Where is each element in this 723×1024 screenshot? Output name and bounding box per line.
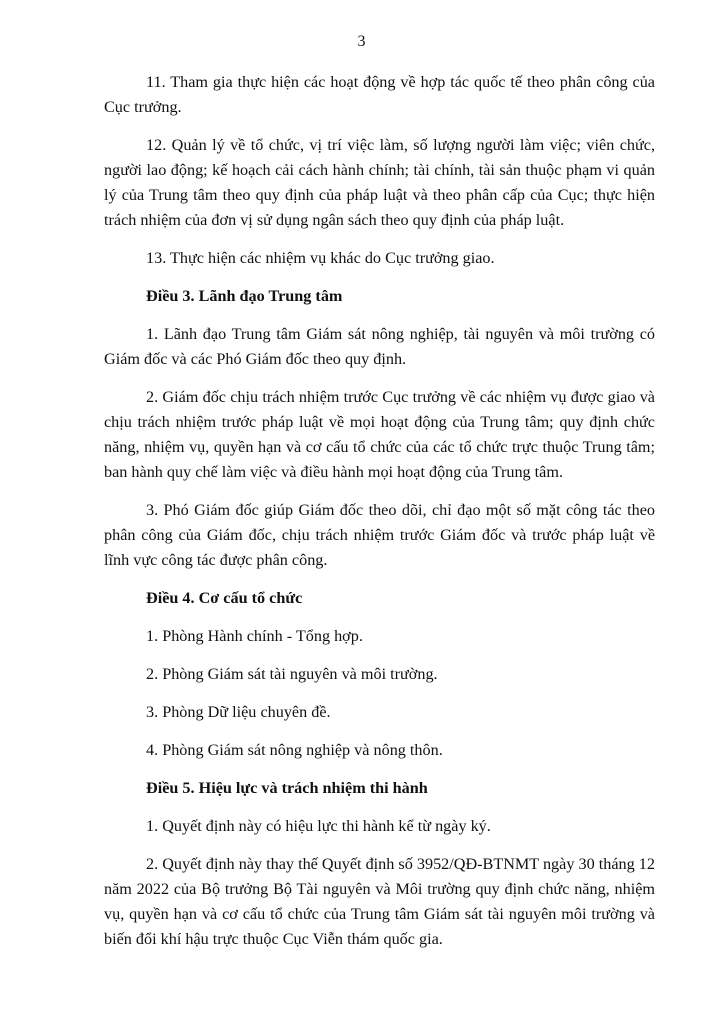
article-3-clause-2: 2. Giám đốc chịu trách nhiệm trước Cục trưởng về các nhiệm vụ được giao và chịu trách nhiệm trước pháp luật về mọi hoạt động của Trung tâm; quy định chức năng, nhiệm vụ, quyền hạn và cơ cấu tổ chức của các tổ chức trực thuộc Trung tâm; ban hành quy chế làm việc và điều hành mọi hoạt động của Trung tâm. — [104, 388, 655, 481]
article-3-clause-1: 1. Lãnh đạo Trung tâm Giám sát nông nghiệp, tài nguyên và môi trường có Giám đốc và các Phó Giám đốc theo quy định. — [104, 325, 655, 368]
article-4-item-2: 2. Phòng Giám sát tài nguyên và môi trường. — [146, 665, 438, 683]
article-5-clause-1: 1. Quyết định này có hiệu lực thi hành kể từ ngày ký. — [146, 817, 491, 835]
page-number: 3 — [357, 33, 366, 50]
article-5-clause-2: 2. Quyết định này thay thế Quyết định số 3952/QĐ-BTNMT ngày 30 tháng 12 năm 2022 của Bộ trưởng Bộ Tài nguyên và Môi trường quy định chức năng, nhiệm vụ, quyền hạn và cơ cấu tổ chức của Trung tâm Giám sát tài nguyên môi trường và biến đổi khí hậu trực thuộc Cục Viễn thám quốc gia. — [104, 855, 655, 948]
clause-11: 11. Tham gia thực hiện các hoạt động về hợp tác quốc tế theo phân công của Cục trưởng. — [104, 73, 655, 116]
article-3-clause-3: 3. Phó Giám đốc giúp Giám đốc theo dõi, chỉ đạo một số mặt công tác theo phân công của Giám đốc, chịu trách nhiệm trước Giám đốc và trước pháp luật về lĩnh vực công tác được phân công. — [104, 501, 655, 569]
article-3-heading: Điều 3. Lãnh đạo Trung tâm — [146, 287, 343, 305]
clause-12: 12. Quản lý về tổ chức, vị trí việc làm, số lượng người làm việc; viên chức, người lao động; kế hoạch cải cách hành chính; tài chính, tài sản thuộc phạm vi quản lý của Trung tâm theo quy định của pháp luật và theo phân cấp của Cục; thực hiện trách nhiệm của đơn vị sử dụng ngân sách theo quy định của pháp luật. — [104, 136, 655, 229]
article-4-item-3: 3. Phòng Dữ liệu chuyên đề. — [146, 703, 331, 721]
clause-13: 13. Thực hiện các nhiệm vụ khác do Cục trưởng giao. — [146, 249, 495, 267]
article-4-item-4: 4. Phòng Giám sát nông nghiệp và nông thôn. — [146, 741, 443, 759]
article-4-item-1: 1. Phòng Hành chính - Tổng hợp. — [146, 627, 363, 645]
document-body — [104, 70, 655, 965]
article-4-heading: Điều 4. Cơ cấu tổ chức — [146, 589, 303, 607]
article-5-heading: Điều 5. Hiệu lực và trách nhiệm thi hành — [146, 779, 428, 797]
